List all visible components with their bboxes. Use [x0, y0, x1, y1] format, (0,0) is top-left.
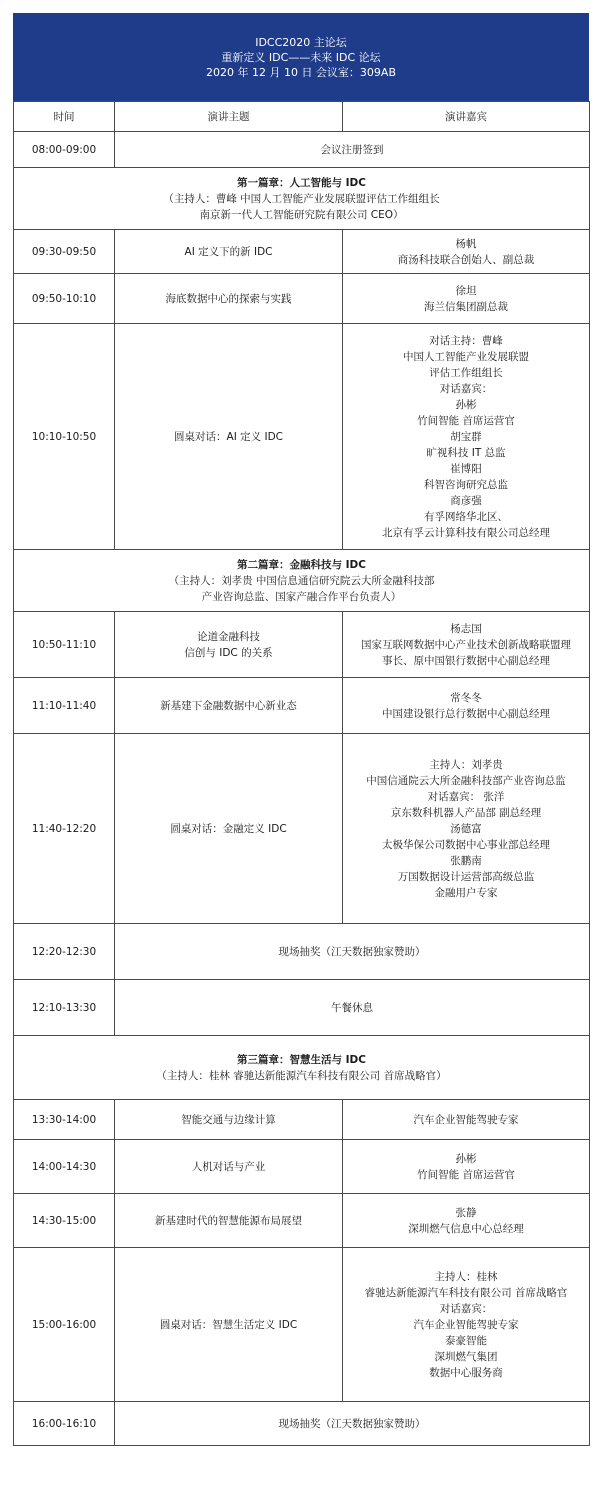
- table-row: [14, 1140, 590, 1194]
- speaker-line: 汽车企业智能驾驶专家: [413, 1318, 519, 1331]
- section-host: （主持人：刘孝贵 中国信息通信研究院云大所金融科技部: [168, 574, 435, 587]
- section-cell: [14, 168, 590, 230]
- section-header-row: [14, 1036, 590, 1100]
- table-row: [14, 324, 590, 550]
- speaker-line: 中国建设银行总行数据中心副总经理: [382, 707, 550, 720]
- section-title: 第二篇章：金融科技与 IDC: [237, 558, 366, 571]
- speaker-line: 深圳燃气集团: [434, 1350, 498, 1363]
- speaker-line: 中国信通院云大所金融科技部产业咨询总监: [366, 774, 566, 787]
- speaker-line: 评估工作组组长: [429, 366, 503, 379]
- section-host: 产业咨询总监、国家产融合作平台负责人）: [201, 590, 402, 603]
- section-host: （主持人：桂林 睿驰达新能源汽车科技有限公司 首席战略官）: [156, 1069, 447, 1082]
- table-row: [14, 274, 590, 324]
- speaker-line: 张静: [455, 1206, 477, 1219]
- speaker-line: 主持人：桂林: [434, 1270, 498, 1283]
- speaker-cell: [343, 678, 590, 734]
- topic-cell: 新基建时代的智慧能源布局展望: [115, 1194, 343, 1248]
- speaker-line: 海兰信集团副总裁: [424, 300, 508, 313]
- time-cell: 14:30-15:00: [14, 1194, 115, 1248]
- speaker-cell: [343, 1100, 590, 1140]
- speaker-line: 对话嘉宾： 张洋: [427, 790, 505, 803]
- speaker-line: 主持人：刘孝贵: [429, 758, 503, 771]
- time-cell: 14:00-14:30: [14, 1140, 115, 1194]
- table-row: [14, 924, 590, 980]
- speaker-line: 孙彬: [455, 398, 477, 411]
- speaker-cell: [343, 274, 590, 324]
- speaker-cell: [343, 734, 590, 924]
- speaker-cell: [343, 324, 590, 550]
- table-row: [14, 132, 590, 168]
- column-topic: 演讲主题: [115, 102, 343, 132]
- speaker-line: 徐坦: [455, 284, 477, 297]
- speaker-line: 对话嘉宾：: [439, 382, 493, 395]
- topic-cell: 人机对话与产业: [115, 1140, 343, 1194]
- speaker-line: 睿驰达新能源汽车科技有限公司 首席战略官: [364, 1286, 568, 1299]
- speaker-cell: [343, 230, 590, 274]
- speaker-line: 对话主持：曹峰: [429, 334, 503, 347]
- event-cell: 会议注册签到: [115, 132, 590, 168]
- speaker-line: 竹间智能 首席运营官: [417, 1168, 515, 1181]
- section-title: 第三篇章：智慧生活与 IDC: [237, 1053, 366, 1066]
- speaker-line: 深圳燃气信息中心总经理: [408, 1222, 524, 1235]
- speaker-line: 国家互联网数据中心产业技术创新战略联盟理: [361, 638, 571, 651]
- speaker-line: 泰豪智能: [445, 1334, 487, 1347]
- agenda-page: [13, 13, 589, 1446]
- time-cell: 11:10-11:40: [14, 678, 115, 734]
- table-row: [14, 1248, 590, 1402]
- time-cell: 10:50-11:10: [14, 612, 115, 678]
- speaker-line: 对话嘉宾：: [439, 1302, 493, 1315]
- speaker-line: 北京有孚云计算科技有限公司总经理: [382, 526, 550, 539]
- time-cell: 16:00-16:10: [14, 1402, 115, 1446]
- speaker-line: 汽车企业智能驾驶专家: [413, 1113, 519, 1126]
- speaker-cell: [343, 612, 590, 678]
- table-row: [14, 1194, 590, 1248]
- time-cell: 12:10-13:30: [14, 980, 115, 1036]
- speaker-line: 崔博阳: [450, 462, 482, 475]
- table-row: [14, 734, 590, 924]
- table-row: [14, 980, 590, 1036]
- topic-cell: [115, 612, 343, 678]
- speaker-cell: [343, 1194, 590, 1248]
- forum-title: IDCC2020 主论坛: [255, 35, 347, 49]
- speaker-line: 杨志国: [450, 622, 482, 635]
- speaker-line: 京东数科机器人产品部 副总经理: [390, 806, 542, 819]
- time-cell: 08:00-09:00: [14, 132, 115, 168]
- section-cell: [14, 550, 590, 612]
- topic-cell: 新基建下金融数据中心新业态: [115, 678, 343, 734]
- topic-cell: 海底数据中心的探索与实践: [115, 274, 343, 324]
- time-cell: 13:30-14:00: [14, 1100, 115, 1140]
- column-header-row: [14, 102, 590, 132]
- topic-line: 论道金融科技: [197, 630, 260, 643]
- time-cell: 09:30-09:50: [14, 230, 115, 274]
- table-row: [14, 612, 590, 678]
- speaker-cell: [343, 1140, 590, 1194]
- speaker-line: 孙彬: [455, 1152, 477, 1165]
- section-header-row: [14, 168, 590, 230]
- header-banner: [13, 13, 589, 101]
- topic-cell: 圆桌对话：智慧生活定义 IDC: [115, 1248, 343, 1402]
- speaker-line: 旷视科技 IT 总监: [426, 446, 506, 459]
- time-cell: 15:00-16:00: [14, 1248, 115, 1402]
- topic-cell: 智能交通与边缘计算: [115, 1100, 343, 1140]
- speaker-cell: [343, 1248, 590, 1402]
- section-header-row: [14, 550, 590, 612]
- speaker-line: 事长、原中国银行数据中心副总经理: [382, 654, 550, 667]
- speaker-line: 万国数据设计运营部高级总监: [397, 870, 535, 883]
- speaker-line: 常冬冬: [450, 691, 482, 704]
- table-row: [14, 1100, 590, 1140]
- agenda-table: [13, 101, 590, 1446]
- column-time: 时间: [14, 102, 115, 132]
- forum-subtitle: 重新定义 IDC——未来 IDC 论坛: [221, 50, 381, 64]
- speaker-line: 有孚网络华北区、: [424, 510, 508, 523]
- speaker-line: 杨帆: [455, 237, 477, 250]
- speaker-line: 胡宝群: [450, 430, 482, 443]
- speaker-line: 数据中心服务商: [429, 1366, 503, 1379]
- section-cell: [14, 1036, 590, 1100]
- topic-cell: 圆桌对话：AI 定义 IDC: [115, 324, 343, 550]
- time-cell: 10:10-10:50: [14, 324, 115, 550]
- topic-cell: 圆桌对话：金融定义 IDC: [115, 734, 343, 924]
- time-cell: 09:50-10:10: [14, 274, 115, 324]
- table-row: [14, 678, 590, 734]
- speaker-line: 汤德富: [450, 822, 482, 835]
- speaker-line: 太极华保公司数据中心事业部总经理: [382, 838, 550, 851]
- topic-line: 信创与 IDC 的关系: [184, 646, 273, 659]
- speaker-line: 中国人工智能产业发展联盟: [403, 350, 529, 363]
- speaker-line: 商汤科技联合创始人、副总裁: [397, 253, 535, 266]
- column-speaker: 演讲嘉宾: [343, 102, 590, 132]
- speaker-line: 商彦强: [450, 494, 482, 507]
- speaker-line: 科智咨询研究总监: [424, 478, 508, 491]
- speaker-line: 竹间智能 首席运营官: [417, 414, 515, 427]
- table-row: [14, 1402, 590, 1446]
- time-cell: 12:20-12:30: [14, 924, 115, 980]
- table-row: [14, 230, 590, 274]
- section-host: （主持人：曹峰 中国人工智能产业发展联盟评估工作组组长: [163, 192, 440, 205]
- section-host: 南京新一代人工智能研究院有限公司 CEO）: [199, 208, 404, 221]
- speaker-line: 金融用户专家: [434, 886, 498, 899]
- topic-cell: AI 定义下的新 IDC: [115, 230, 343, 274]
- time-cell: 11:40-12:20: [14, 734, 115, 924]
- event-cell: 现场抽奖（江天数据独家赞助）: [115, 1402, 590, 1446]
- forum-date-room: 2020 年 12 月 10 日 会议室：309AB: [205, 65, 397, 79]
- event-cell: 现场抽奖（江天数据独家赞助）: [115, 924, 590, 980]
- event-cell: 午餐休息: [115, 980, 590, 1036]
- speaker-line: 张鹏南: [450, 854, 482, 867]
- section-title: 第一篇章：人工智能与 IDC: [237, 176, 366, 189]
